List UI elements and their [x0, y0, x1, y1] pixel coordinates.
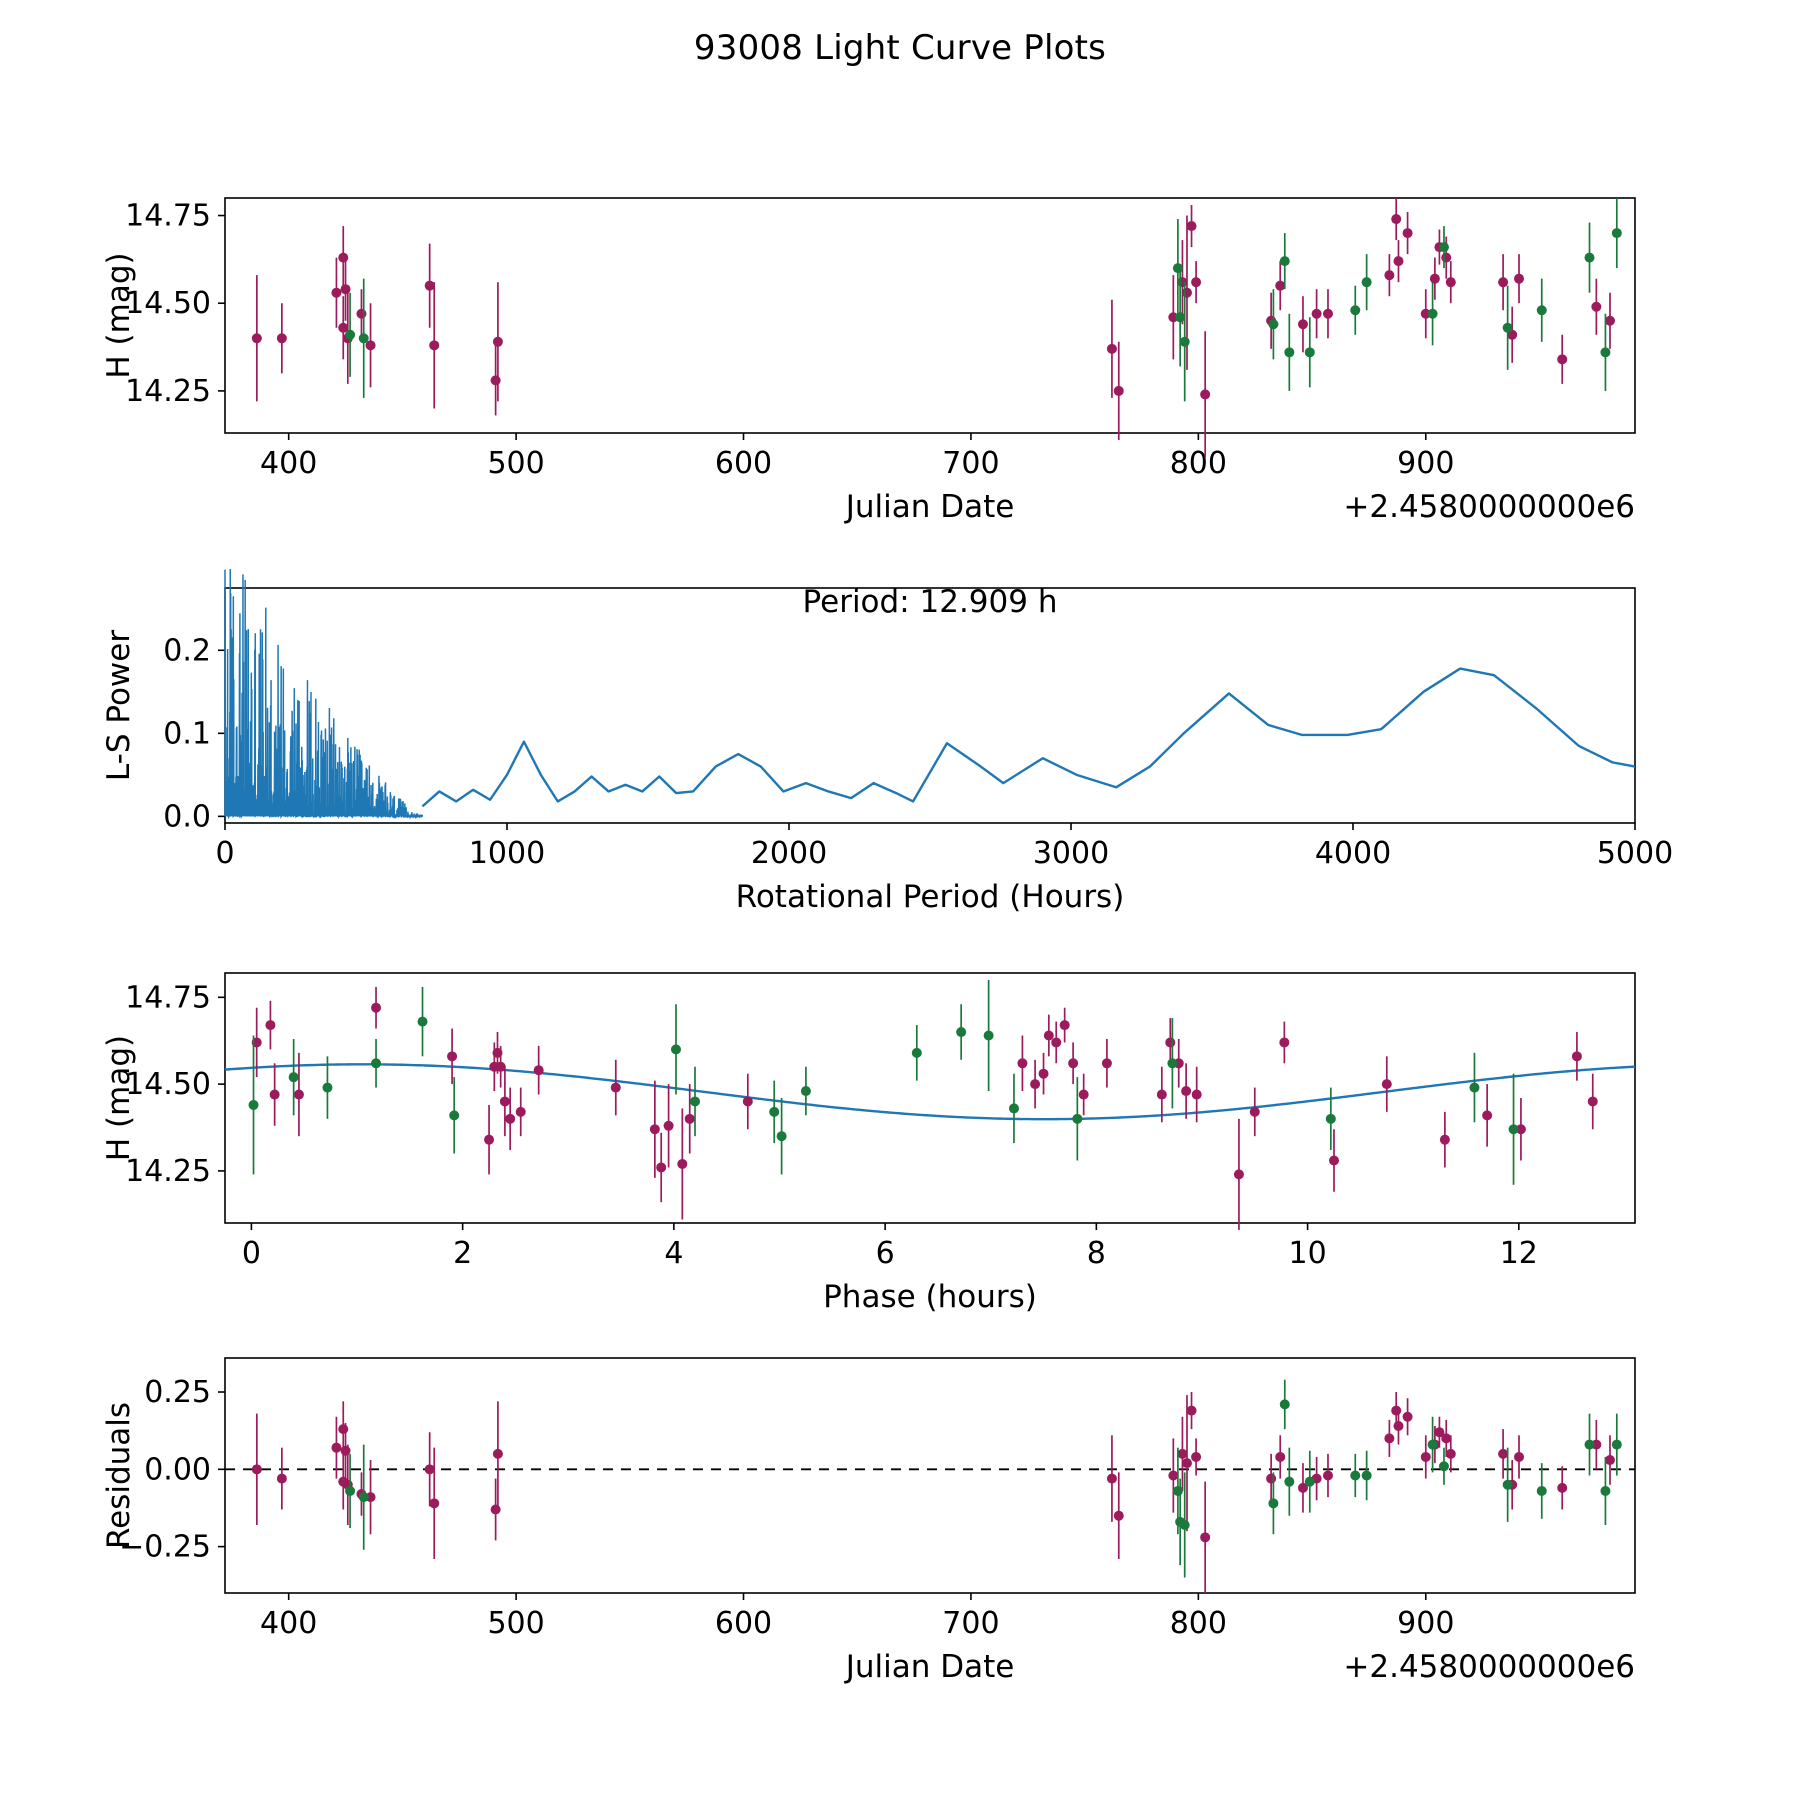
data-point: [1030, 1079, 1040, 1089]
phase-folded-plot: [0, 955, 1800, 1315]
data-point: [1326, 1114, 1336, 1124]
data-point: [1107, 1474, 1117, 1484]
data-point: [1157, 1090, 1167, 1100]
data-point: [1391, 1406, 1401, 1416]
axes-frame: [225, 1358, 1635, 1593]
data-point: [1168, 1471, 1178, 1481]
data-point: [252, 1464, 262, 1474]
x-tick-label: 0: [241, 1236, 261, 1271]
data-point: [769, 1107, 779, 1117]
data-point: [449, 1110, 459, 1120]
data-point: [1393, 256, 1403, 266]
data-point: [1557, 354, 1567, 364]
data-point: [322, 1083, 332, 1093]
data-point: [1192, 1090, 1202, 1100]
data-point: [1068, 1058, 1078, 1068]
data-point: [1200, 1532, 1210, 1542]
lightcurve-plot: [0, 180, 1800, 525]
data-point: [1044, 1031, 1054, 1041]
data-point: [1350, 305, 1360, 315]
y-axis-label: Residuals: [101, 1401, 137, 1550]
data-point: [1039, 1069, 1049, 1079]
data-point: [1182, 288, 1192, 298]
data-point: [1498, 1449, 1508, 1459]
data-point: [743, 1096, 753, 1106]
x-tick-label: 900: [1397, 446, 1455, 481]
data-point: [249, 1100, 259, 1110]
data-point: [1482, 1110, 1492, 1120]
data-point: [338, 1424, 348, 1434]
data-point: [1177, 277, 1187, 287]
x-tick-label: 900: [1397, 1606, 1455, 1641]
data-point: [1275, 281, 1285, 291]
x-tick-label: 5000: [1596, 836, 1674, 871]
data-point: [1537, 1486, 1547, 1496]
y-tick-label: 14.75: [125, 980, 211, 1016]
data-point: [1165, 1037, 1175, 1047]
data-point: [1509, 1124, 1519, 1134]
x-tick-label: 4: [664, 1236, 684, 1271]
data-point: [1268, 319, 1278, 329]
y-tick-label: 14.50: [125, 286, 211, 322]
data-point: [690, 1096, 700, 1106]
data-point: [294, 1090, 304, 1100]
y-axis-label: H (mag): [101, 252, 137, 379]
x-tick-label: 700: [942, 446, 1000, 481]
data-point: [1612, 228, 1622, 238]
data-point: [1323, 1471, 1333, 1481]
y-axis-label: H (mag): [101, 1034, 137, 1162]
data-point: [1384, 270, 1394, 280]
data-point: [359, 1492, 369, 1502]
period-annotation: Period: 12.909 h: [802, 584, 1058, 620]
data-point: [1284, 1477, 1294, 1487]
data-point: [534, 1065, 544, 1075]
x-tick-label: 1000: [468, 836, 546, 871]
data-point: [1588, 1096, 1598, 1106]
data-point: [1266, 1474, 1276, 1484]
data-point: [1441, 253, 1451, 263]
data-point: [1191, 1452, 1201, 1462]
data-point: [1403, 1412, 1413, 1422]
panel-residuals: [0, 1340, 1800, 1685]
data-point: [277, 333, 287, 343]
data-point: [677, 1159, 687, 1169]
data-point: [1503, 323, 1513, 333]
data-point: [252, 333, 262, 343]
data-point: [418, 1017, 428, 1027]
data-point: [1362, 1471, 1372, 1481]
data-point: [425, 281, 435, 291]
data-point: [1072, 1114, 1082, 1124]
x-tick-label: 2: [453, 1236, 473, 1271]
data-point: [331, 288, 341, 298]
data-point: [1572, 1051, 1582, 1061]
x-tick-label: 600: [714, 446, 773, 481]
data-point: [664, 1121, 674, 1131]
data-point: [1060, 1020, 1070, 1030]
data-point: [1187, 1406, 1197, 1416]
x-axis-offset-label: +2.4580000000e6: [1343, 1649, 1635, 1685]
data-point: [1439, 242, 1449, 252]
x-axis-label: Julian Date: [845, 1649, 1015, 1685]
x-tick-label: 500: [487, 446, 545, 481]
data-point: [671, 1044, 681, 1054]
data-point: [1051, 1037, 1061, 1047]
data-point: [1191, 277, 1201, 287]
data-point: [516, 1107, 526, 1117]
data-point: [1428, 1440, 1438, 1450]
data-point: [1605, 316, 1615, 326]
figure-title: 93008 Light Curve Plots: [693, 28, 1107, 68]
data-point: [265, 1020, 275, 1030]
y-tick-label: 0.0: [163, 799, 211, 835]
data-point: [1428, 309, 1438, 319]
data-point: [289, 1072, 299, 1082]
y-tick-label: 14.25: [125, 373, 211, 409]
data-point: [1439, 1461, 1449, 1471]
x-axis-label: Rotational Period (Hours): [735, 879, 1125, 915]
data-point: [500, 1096, 510, 1106]
y-tick-label: 14.50: [125, 1067, 211, 1103]
data-point: [1279, 1037, 1289, 1047]
data-point: [1600, 347, 1610, 357]
data-point: [1234, 1169, 1244, 1179]
x-tick-label: 800: [1169, 446, 1227, 481]
residuals-plot: [0, 1340, 1800, 1685]
data-point: [1114, 1511, 1124, 1521]
data-point: [1305, 347, 1315, 357]
data-point: [801, 1086, 811, 1096]
data-point: [493, 337, 503, 347]
data-point: [912, 1048, 922, 1058]
x-tick-label: 2000: [750, 836, 828, 871]
periodogram-plot: [0, 570, 1800, 915]
x-tick-label: 800: [1169, 1606, 1227, 1641]
data-point: [1173, 263, 1183, 273]
data-point: [1446, 1449, 1456, 1459]
data-point: [1167, 1058, 1177, 1068]
data-point: [1514, 1452, 1524, 1462]
data-point: [1268, 1498, 1278, 1508]
data-point: [331, 1443, 341, 1453]
data-point: [1440, 1135, 1450, 1145]
data-point: [371, 1058, 381, 1068]
x-tick-label: 400: [260, 446, 318, 481]
data-point: [1107, 344, 1117, 354]
x-axis-offset-label: +2.4580000000e6: [1343, 489, 1635, 525]
data-point: [1280, 256, 1290, 266]
y-tick-label: 0.25: [144, 1375, 211, 1411]
data-point: [1514, 274, 1524, 284]
data-point: [1175, 312, 1185, 322]
data-point: [1079, 1090, 1089, 1100]
data-point: [338, 253, 348, 263]
data-point: [1009, 1103, 1019, 1113]
x-axis-label: Julian Date: [845, 489, 1015, 525]
data-point: [1280, 1399, 1290, 1409]
y-axis-label: L-S Power: [101, 629, 137, 782]
x-tick-label: 500: [487, 1606, 545, 1641]
axes-frame: [225, 588, 1635, 823]
data-point: [1391, 214, 1401, 224]
data-point: [685, 1114, 695, 1124]
data-point: [1362, 277, 1372, 287]
x-axis-label: Phase (hours): [823, 1279, 1037, 1315]
data-point: [1177, 1449, 1187, 1459]
data-point: [1605, 1455, 1615, 1465]
data-point: [1585, 1440, 1595, 1450]
data-point: [956, 1027, 966, 1037]
data-point: [341, 1446, 351, 1456]
data-point: [371, 1003, 381, 1013]
data-point: [1250, 1107, 1260, 1117]
data-point: [1382, 1079, 1392, 1089]
data-point: [1200, 389, 1210, 399]
data-point: [1173, 1486, 1183, 1496]
data-point: [1284, 347, 1294, 357]
panel-phase-folded: [0, 955, 1800, 1315]
axes-frame: [225, 973, 1635, 1223]
data-point: [425, 1464, 435, 1474]
data-point: [1182, 1458, 1192, 1468]
data-point: [984, 1031, 994, 1041]
data-point: [1305, 1477, 1315, 1487]
data-point: [1403, 228, 1413, 238]
data-point: [1180, 1520, 1190, 1530]
data-point: [429, 340, 439, 350]
x-tick-label: 0: [215, 836, 235, 871]
data-point: [656, 1162, 666, 1172]
data-point: [1591, 302, 1601, 312]
data-point: [359, 333, 369, 343]
y-tick-label: 0.1: [163, 716, 211, 752]
panel-lightcurve: [0, 180, 1800, 525]
data-point: [493, 1449, 503, 1459]
data-point: [1469, 1083, 1479, 1093]
data-point: [650, 1124, 660, 1134]
data-point: [1585, 253, 1595, 263]
data-point: [1187, 221, 1197, 231]
data-point: [611, 1083, 621, 1093]
panel-periodogram: [0, 570, 1800, 915]
x-tick-label: 600: [714, 1606, 773, 1641]
data-point: [270, 1090, 280, 1100]
x-tick-label: 6: [875, 1236, 895, 1271]
data-point: [1114, 386, 1124, 396]
data-point: [277, 1474, 287, 1484]
data-point: [1102, 1058, 1112, 1068]
data-point: [1329, 1156, 1339, 1166]
data-point: [1350, 1471, 1360, 1481]
data-point: [491, 1505, 501, 1515]
x-tick-label: 3000: [1032, 836, 1110, 871]
x-tick-label: 12: [1499, 1236, 1538, 1271]
data-point: [1441, 1433, 1451, 1443]
data-point: [1600, 1486, 1610, 1496]
data-point: [1181, 1086, 1191, 1096]
data-point: [1298, 319, 1308, 329]
data-point: [484, 1135, 494, 1145]
data-point: [341, 284, 351, 294]
data-point: [1612, 1440, 1622, 1450]
data-point: [1421, 1452, 1431, 1462]
data-point: [1017, 1058, 1027, 1068]
data-point: [1384, 1433, 1394, 1443]
data-point: [356, 309, 366, 319]
y-tick-label: 0.2: [163, 633, 211, 669]
data-point: [345, 1486, 355, 1496]
y-tick-label: 14.25: [125, 1153, 211, 1189]
x-tick-label: 8: [1086, 1236, 1106, 1271]
y-tick-label: 0.00: [144, 1452, 211, 1488]
data-point: [345, 330, 355, 340]
data-point: [491, 375, 501, 385]
data-point: [1180, 337, 1190, 347]
data-point: [429, 1498, 439, 1508]
data-point: [1503, 1480, 1513, 1490]
data-point: [1498, 277, 1508, 287]
data-point: [1393, 1421, 1403, 1431]
data-point: [1323, 309, 1333, 319]
y-tick-label: −0.25: [119, 1529, 211, 1565]
data-point: [1537, 305, 1547, 315]
data-point: [1275, 1452, 1285, 1462]
data-point: [777, 1131, 787, 1141]
data-point: [505, 1114, 515, 1124]
data-point: [447, 1051, 457, 1061]
data-point: [1312, 309, 1322, 319]
data-point: [1446, 277, 1456, 287]
x-tick-label: 10: [1288, 1236, 1327, 1271]
y-tick-label: 14.75: [125, 198, 211, 234]
data-point: [1430, 274, 1440, 284]
x-tick-label: 400: [260, 1606, 318, 1641]
x-tick-label: 700: [942, 1606, 1000, 1641]
x-tick-label: 4000: [1314, 836, 1392, 871]
data-point: [1557, 1483, 1567, 1493]
